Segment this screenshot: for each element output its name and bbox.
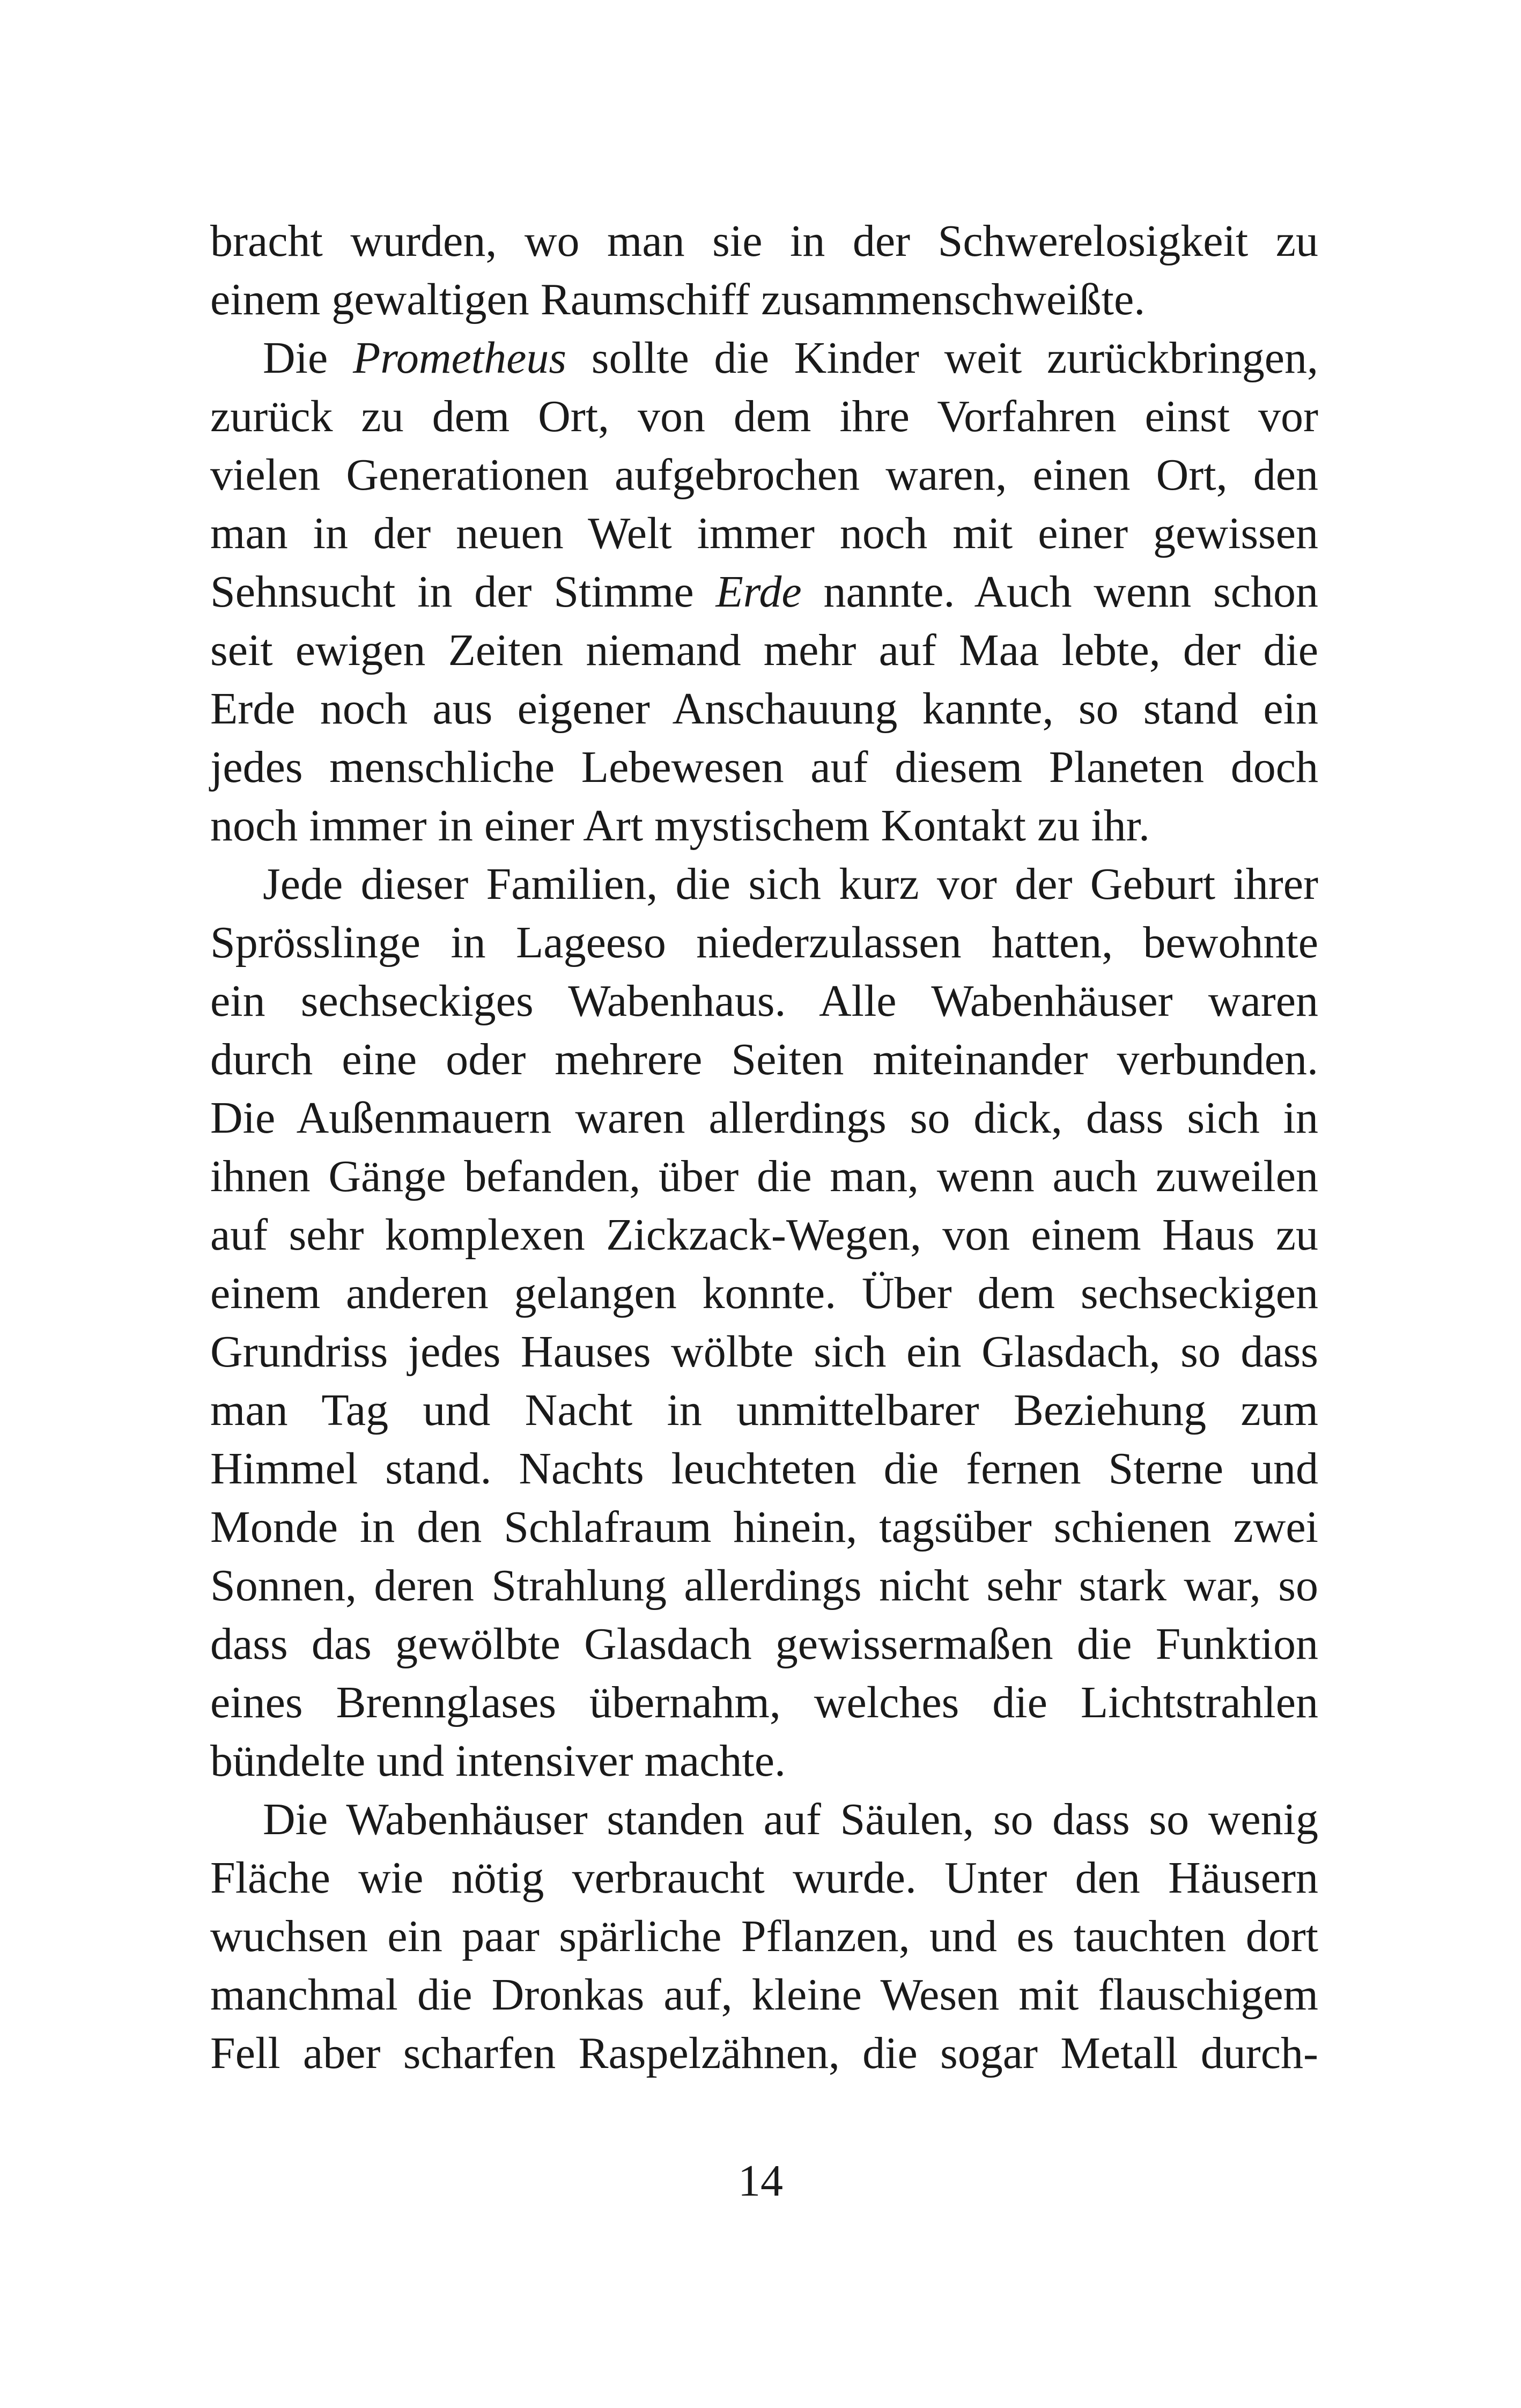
text-line: bündelte und intensiver machte. [210,1736,786,1786]
text-line: man Tag und Nacht in unmittelbarer Beziehung zum [210,1385,1318,1435]
paragraph [210,212,1318,329]
text-line: Sonnen, deren Strahlung allerdings nicht sehr stark war, so [210,1561,1318,1611]
text-line: einem anderen gelangen konnte. Über dem sechseckigen [210,1268,1318,1318]
text-line: Himmel stand. Nachts leuchteten die fernen Sterne und [210,1444,1318,1494]
text-line: Erde noch aus eigener Anschauung kannte, so stand ein [210,684,1318,734]
book-page-text [210,212,1318,2082]
text-line: ihnen Gänge befanden, über die man, wenn auch zuweilen [210,1151,1318,1201]
text-line: ein sechseckiges Wabenhaus. Alle Wabenhäuser waren [210,976,1318,1026]
page-number: 14 [738,2156,783,2206]
text-line: eines Brennglases übernahm, welches die Lichtstrahlen [210,1678,1318,1727]
paragraph [210,329,1318,855]
text-line: Grundriss jedes Hauses wölbte sich ein Glasdach, so dass [210,1327,1318,1377]
text-line: manchmal die Dronkas auf, kleine Wesen mit flauschigem [210,1970,1318,2020]
text-line: wuchsen ein paar spärliche Pflanzen, und es tauchten dort [210,1911,1318,1961]
text-line: Fläche wie nötig verbraucht wurde. Unter den Häusern [210,1853,1318,1903]
italic-title: Prometheus [352,333,567,383]
text-line: man in der neuen Welt immer noch mit einer gewissen [210,508,1318,558]
text-line: Sprösslinge in Lageeso niederzulassen hatten, bewohnte [210,918,1318,967]
text-line: dass das gewölbte Glasdach gewissermaßen die Funktion [210,1619,1318,1669]
paragraph [210,855,1318,1790]
text-line: zurück zu dem Ort, von dem ihre Vorfahren einst vor [210,392,1318,441]
text-line: Die Außenmauern waren allerdings so dick, dass sich in [210,1093,1318,1143]
text-line: seit ewigen Zeiten niemand mehr auf Maa lebte, der die [210,625,1318,675]
text-line: einem gewaltigen Raumschiff zusammenschweißte. [210,275,1146,324]
text-line: durch eine oder mehrere Seiten miteinander verbunden. [210,1035,1318,1084]
text-line: auf sehr komplexen Zickzack-Wegen, von einem Haus zu [210,1210,1318,1260]
text-line: Jede dieser Familien, die sich kurz vor der Geburt ihrer [263,859,1318,909]
text-line: Fell aber scharfen Raspelzähnen, die sogar Metall durch- [210,2028,1318,2078]
text-line: Die Wabenhäuser standen auf Säulen, so dass so wenig [263,1794,1318,1844]
text-line: jedes menschliche Lebewesen auf diesem Planeten doch [210,742,1318,792]
text-line: noch immer in einer Art mystischem Kontakt zu ihr. [210,801,1150,851]
text-line: Sehnsucht in der Stimme Erde nannte. Auch wenn schon [210,567,1318,617]
text-line: vielen Generationen aufgebrochen waren, einen Ort, den [210,450,1318,500]
italic-title: Erde [715,567,802,617]
paragraph [210,1790,1318,2082]
text-line: Monde in den Schlafraum hinein, tagsüber schienen zwei [210,1502,1318,1552]
text-line: bracht wurden, wo man sie in der Schwerelosigkeit zu [210,216,1318,266]
text-line: Die Prometheus sollte die Kinder weit zurückbringen, [263,333,1318,383]
